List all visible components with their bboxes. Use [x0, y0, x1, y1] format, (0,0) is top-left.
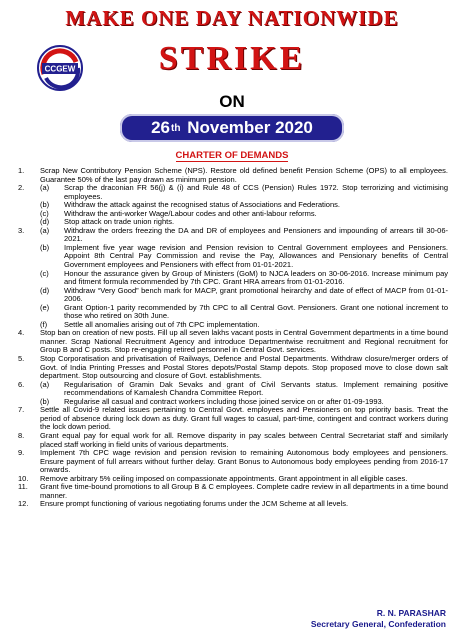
demand-number: 9.: [18, 448, 25, 458]
demand-number: 10.: [18, 473, 29, 483]
sub-demand-label: (e): [40, 302, 50, 312]
sub-demand-text: Honour the assurance given by Group of Ministers (GoM) to NJCA leaders on 30-06-2016. Increase minimum pay and fitment formula recommended by 7th CPC. Grant HRA arrears from 01-01-2016.: [64, 268, 448, 287]
demand-item: [18, 432, 448, 449]
sub-demand-item: [18, 304, 448, 321]
demand-text: Grant equal pay for equal work for all. Remove disparity in pay scales between Central Secretariat staff and similarly placed staff working in field units of various departments.: [40, 430, 448, 449]
demand-item: [18, 167, 448, 184]
demand-number: 4.: [18, 328, 25, 338]
signatory-designation: Secretary General, Confederation: [310, 619, 446, 629]
sub-demand-label: (b): [40, 200, 50, 210]
demand-item: [18, 406, 448, 432]
demand-text: Implement 7th CPC wage revision and pension revision to remaining Autonomous body employees and pensioners. Ensure payment of full arrears without further delay. Grant Bonus to Autonomous body employees pending from 2016-17 onwards.: [40, 448, 448, 475]
sub-demand-text: Regularise all casual and contract workers including those joined service on or after 01-09-1993.: [64, 396, 384, 406]
sub-demand-label: (c): [40, 208, 49, 218]
demand-item: [18, 381, 448, 398]
headline-line1: MAKE ONE DAY NATIONWIDE: [65, 6, 399, 30]
demand-number: 11.: [18, 482, 28, 492]
sub-demand-text: Grant Option-1 parity recommended by 7th CPC to all Central Govt. Pensioners. Grant one notional increment to those who retired on 30th June.: [64, 302, 448, 321]
date-suffix: th: [171, 122, 181, 134]
demand-item: [18, 355, 448, 381]
demand-item: [18, 184, 448, 201]
demand-text: Scrap New Contributory Pension Scheme (NPS). Restore old defined benefit Pension Scheme (OPS) to all employees. Guarantee 50% of the last pay drawn as minimum pension.: [40, 166, 448, 184]
demand-number: 8.: [18, 430, 25, 440]
sub-demand-text: Settle all anomalies arising out of 7th CPC implementation.: [64, 319, 260, 329]
demand-item: [18, 483, 448, 500]
demand-text: Ensure prompt functioning of various negotiating forums under the JCM Scheme at all levels.: [40, 499, 349, 509]
date-day: 26: [151, 118, 171, 137]
demand-item: [18, 329, 448, 355]
sub-demand-text: Withdraw the anti-worker Wage/Labour codes and other anti-labour reforms.: [64, 208, 317, 218]
sub-demand-label: (d): [40, 285, 50, 295]
sub-demand-label: (b): [40, 242, 50, 252]
demand-number: 6.: [18, 379, 25, 389]
charter-title: CHARTER OF DEMANDS: [175, 150, 289, 161]
logo-text: CCGEW: [44, 64, 76, 74]
demand-number: 2.: [18, 183, 25, 193]
sub-demand-text: Scrap the draconian FR 56(j) & (i) and Rule 48 of CCS (Pension) Rules 1972. Stop terrorizing and victimising employees.: [64, 183, 448, 201]
sub-demand-label: (c): [40, 268, 49, 278]
demand-item: [18, 500, 448, 509]
signature-block: [311, 608, 446, 630]
sub-demand-item: [18, 270, 448, 287]
demand-number: 12.: [18, 499, 29, 509]
sub-demand-item: [18, 244, 448, 270]
sub-demand-label: (f): [40, 319, 48, 329]
strike-date-box: [120, 114, 344, 142]
sub-demand-text: Implement five year wage revision and Pension revision to Central Government employees and Pensioners. Appoint 8th Central Pay Commission and revise the Pay, Allowances and Pensionary benefits of Central Government employees and Pensioners with effect from 01-01-2021.: [64, 242, 448, 270]
demand-item: [18, 227, 448, 244]
demand-number: 1.: [18, 166, 25, 175]
sub-demand-label: (b): [40, 396, 50, 406]
demand-text: Settle all Covid-9 related issues pertaining to Central Govt. employees and Pensioners on top priority basis. Treat the period of absence during lock down as duty. Grant full wages to casual, part-time, contingent and contract workers during the lock down period.: [40, 405, 448, 432]
demand-text: Grant five time-bound promotions to all Group B & C employees. Complete cadre review in all departments in a time bound manner.: [40, 482, 448, 500]
sub-demand-label: (a): [40, 225, 50, 235]
charter-heading: [0, 150, 464, 161]
demand-text: Remove arbitrary 5% ceiling imposed on compassionate appointments. Grant appointment in all eligible cases.: [40, 473, 408, 483]
demand-number: 7.: [18, 405, 25, 415]
signatory-name: R. N. PARASHAR: [376, 608, 446, 618]
demand-number: 3.: [18, 225, 25, 235]
demand-number: 5.: [18, 354, 25, 364]
demands-list: [18, 167, 448, 509]
sub-demand-text: Regularisation of Gramin Dak Sevaks and grant of Civil Servants status. Implement remaining positive recommendations of Kamalesh Chandra Committee Report.: [64, 379, 448, 398]
sub-demand-text: Withdraw “Very Good” bench mark for MACP, grant promotional heirarchy and date of effect of MACP from 01-01-2006.: [64, 285, 448, 304]
demand-item: [18, 449, 448, 475]
demand-text: Stop ban on creation of new posts. Fill up all seven lakhs vacant posts in Central Government departments in a time bound manner. Scrap National Recruitment Agency and introduce Departmentwise recruitment and Regional recruitment for Group B and C posts. Stop re-engaging retired personnel in Central Govt. services.: [40, 328, 448, 355]
headline-strike: STRIKE: [158, 40, 306, 77]
sub-demand-text: Withdraw the attack against the recognised status of Associations and Federations.: [64, 200, 340, 210]
sub-demand-label: (a): [40, 183, 50, 193]
sub-demand-text: Stop attack on trade union rights.: [64, 217, 175, 227]
sub-demand-label: (d): [40, 217, 50, 227]
sub-demand-label: (a): [40, 379, 50, 389]
sub-demand-text: Withdraw the orders freezing the DA and DR of employees and Pensioners and impounding of arrears till 30-06-2021.: [64, 225, 448, 244]
date-month-year: November 2020: [187, 118, 313, 137]
sub-demand-item: [18, 287, 448, 304]
on-label: ON: [219, 92, 245, 111]
demand-text: Stop Corporatisation and privatisation of Railways, Defence and Postal Departments. Withdraw closure/merger orders of Govt. of India Printing Presses and Postal Stores depots/Postal Stamp depots. Stop proposed move to close down salt department. Stop outsourcing and closure of Govt. establishments.: [40, 354, 448, 381]
